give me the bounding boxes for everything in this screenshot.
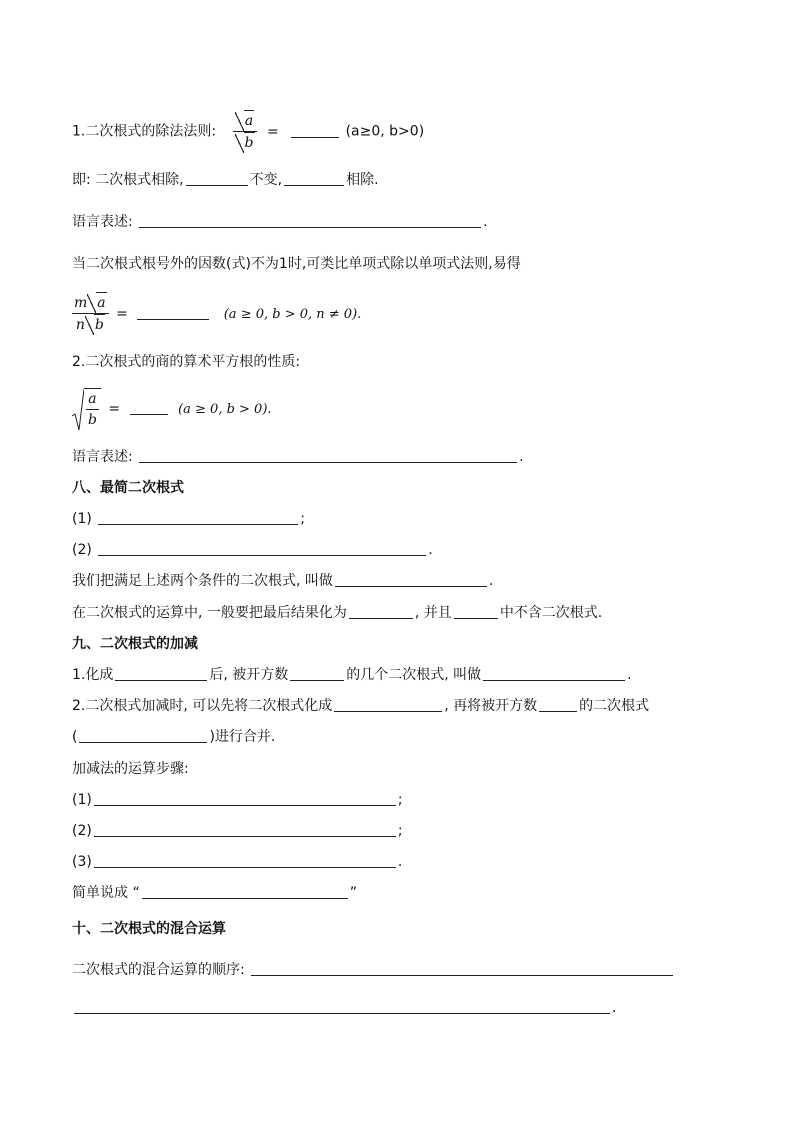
steps-heading-text: 加减法的运算步骤: <box>72 761 189 777</box>
period: . <box>519 449 524 465</box>
semicolon: ; <box>397 823 403 839</box>
analogy-text: 当二次根式根号外的因数(式)不为1时,可类比单项式除以单项式法则,易得 <box>72 256 521 272</box>
numerator-a: a <box>86 389 99 410</box>
simplest-definition-line <box>72 571 493 591</box>
language-label: 语言表述: <box>72 449 133 465</box>
section-8-title: 八、最简二次根式 <box>72 480 184 496</box>
addition-rule-continue <box>72 727 275 747</box>
coefficient-fraction <box>72 292 109 335</box>
period: . <box>483 214 488 230</box>
blank-condition-2[interactable] <box>98 541 426 556</box>
division-rule-line <box>72 110 424 153</box>
blank-addition-paren[interactable] <box>79 728 207 743</box>
steps-heading <box>72 759 189 779</box>
denominator-b: b <box>88 412 97 428</box>
step-number: (3) <box>72 854 92 870</box>
blank-result-form[interactable] <box>349 604 413 619</box>
equals-sign: = <box>116 305 128 322</box>
addition-text-2: , 再将被开方数 <box>444 698 538 714</box>
quotient-formula-line <box>72 388 272 430</box>
sqrt-a: a <box>235 110 254 131</box>
addition-text-4: )进行合并. <box>209 729 276 745</box>
blank-addition-radicand[interactable] <box>539 697 577 712</box>
blank-step-2[interactable] <box>94 822 396 837</box>
period: . <box>397 854 403 870</box>
big-sqrt <box>72 388 101 430</box>
period: . <box>428 542 433 558</box>
summary-line <box>72 883 357 903</box>
analogy-line <box>72 254 521 274</box>
step-1 <box>72 790 403 810</box>
addition-rule-line <box>72 696 649 716</box>
blank-coefficient-result[interactable] <box>137 305 209 320</box>
addition-text-1: 2.二次根式加减时, 可以先将二次根式化成 <box>72 698 333 714</box>
blank-division-result[interactable] <box>291 123 339 138</box>
language-expression-line-2 <box>72 447 524 467</box>
blank-addition-form[interactable] <box>334 697 442 712</box>
blank-like-radicand[interactable] <box>290 666 344 681</box>
blank-step-3[interactable] <box>94 853 396 868</box>
quotient-property-label: 2.二次根式的商的算术平方根的性质: <box>72 354 301 370</box>
division-rule-label: 1.二次根式的除法法则: <box>72 123 217 140</box>
division-explain-line <box>72 170 379 190</box>
step-3 <box>72 852 402 872</box>
section-9-heading <box>72 634 198 654</box>
sqrt-a: a <box>87 292 106 313</box>
blank-step-1[interactable] <box>94 791 396 806</box>
item-number: (2) <box>72 542 92 558</box>
coef-m: m <box>74 295 88 311</box>
section-10-title: 十、二次根式的混合运算 <box>72 921 226 937</box>
blank-like-name[interactable] <box>483 666 625 681</box>
coef-n: n <box>75 317 85 333</box>
blank-language-1[interactable] <box>139 213 481 228</box>
simplest-condition-2 <box>72 540 433 560</box>
result-text-2: , 并且 <box>414 605 452 621</box>
like-text-1: 1.化成 <box>72 667 114 683</box>
blank-like-form[interactable] <box>115 666 207 681</box>
division-condition: (a≥0, b>0) <box>345 123 425 140</box>
blank-summary[interactable] <box>142 884 348 899</box>
summary-text-1: 简单说成 “ <box>72 885 140 901</box>
section-10-heading <box>72 919 226 939</box>
blank-simplest-name[interactable] <box>335 572 487 587</box>
step-number: (2) <box>72 823 92 839</box>
result-text-3: 中不含二次根式. <box>499 605 603 621</box>
blank-quotient-result[interactable] <box>130 400 168 415</box>
blank-mixed-order-2[interactable] <box>74 999 610 1014</box>
coefficient-formula-line <box>72 292 361 335</box>
simplest-result-line <box>72 603 602 623</box>
result-text-1: 在二次根式的运算中, 一般要把最后结果化为 <box>72 605 347 621</box>
like-text-2: 后, 被开方数 <box>209 667 289 683</box>
period: . <box>627 667 632 683</box>
summary-text-2: ” <box>349 885 357 901</box>
period: . <box>612 1000 617 1016</box>
step-2 <box>72 821 403 841</box>
addition-text-3: 的二次根式 <box>579 698 650 714</box>
blank-explain-2[interactable] <box>284 171 344 186</box>
explain-text-1: 即: 二次根式相除, <box>72 172 184 188</box>
mixed-order-line <box>72 960 675 980</box>
step-number: (1) <box>72 792 92 808</box>
simplest-condition-1 <box>72 509 305 529</box>
semicolon: ; <box>300 511 306 527</box>
equals-sign: = <box>108 401 121 417</box>
section-9-title: 九、二次根式的加减 <box>72 636 198 652</box>
language-expression-line-1 <box>72 212 488 232</box>
quotient-condition: (a ≥ 0, b > 0). <box>178 402 272 417</box>
mixed-order-label: 二次根式的混合运算的顺序: <box>72 962 245 978</box>
equals-sign: = <box>266 123 279 140</box>
like-text-3: 的几个二次根式, 叫做 <box>346 667 482 683</box>
open-paren: ( <box>72 729 78 745</box>
blank-result-location[interactable] <box>454 604 498 619</box>
quotient-property-heading <box>72 352 300 372</box>
section-8-heading <box>72 478 184 498</box>
explain-text-2: 不变, <box>249 172 283 188</box>
explain-text-3: 相除. <box>346 172 379 188</box>
semicolon: ; <box>397 792 403 808</box>
like-radicals-line <box>72 665 632 685</box>
blank-mixed-order-1[interactable] <box>251 961 673 976</box>
division-fraction <box>233 110 257 153</box>
period: . <box>488 573 494 589</box>
blank-explain-1[interactable] <box>186 171 248 186</box>
item-number: (1) <box>72 511 92 527</box>
blank-condition-1[interactable] <box>98 510 298 525</box>
blank-language-2[interactable] <box>139 448 517 463</box>
definition-text: 我们把满足上述两个条件的二次根式, 叫做 <box>72 573 333 589</box>
sqrt-b: b <box>85 314 105 335</box>
coefficient-condition: (a ≥ 0, b > 0, n ≠ 0). <box>223 306 362 322</box>
language-label: 语言表述: <box>72 214 133 230</box>
sqrt-b: b <box>235 132 255 153</box>
mixed-order-continue <box>72 998 616 1018</box>
